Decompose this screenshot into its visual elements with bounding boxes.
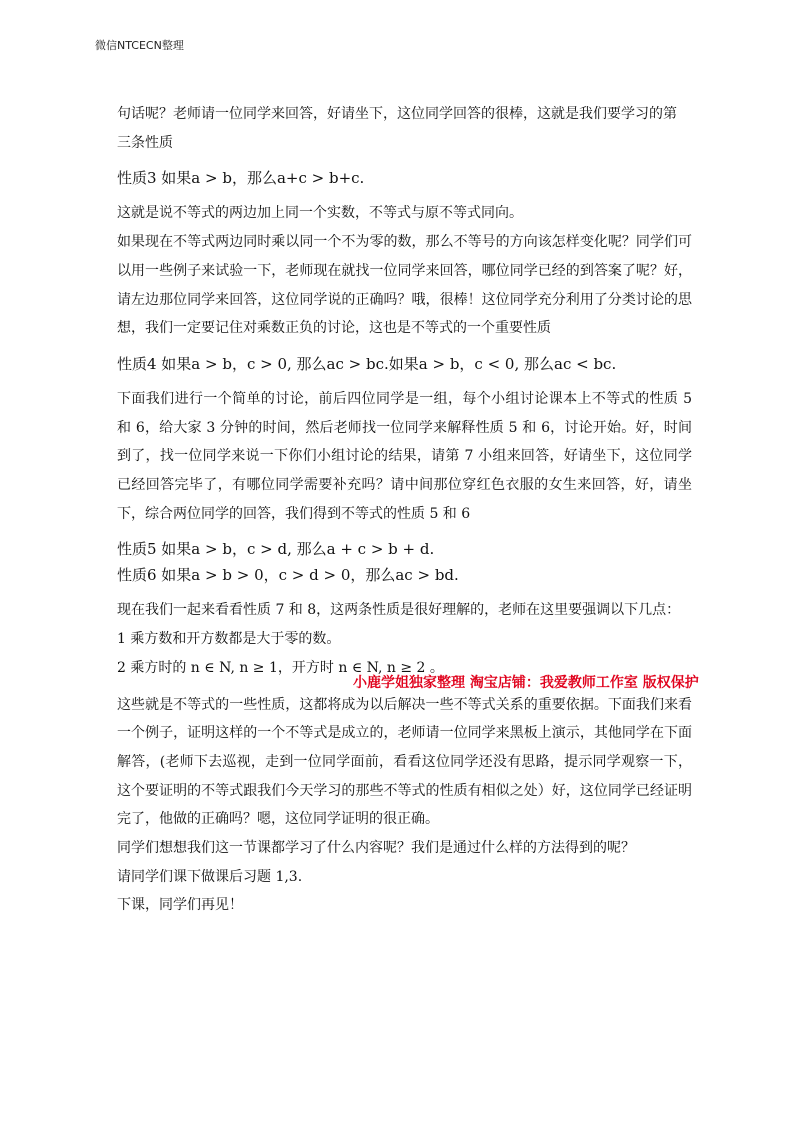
copyright-watermark: 小鹿学姐独家整理 淘宝店铺：我爱教师工作室 版权保护 bbox=[353, 675, 699, 691]
paragraph-1: 句话呢？老师请一位同学来回答，好请坐下，这位同学回答的很棒，这就是我们要学习的第 bbox=[117, 106, 677, 122]
paragraph-2: 这就是说不等式的两边加上同一个实数，不等式与原不等式同向。 bbox=[117, 205, 523, 222]
property-3: 性质3 如果a > b，那么a+c > b+c. bbox=[117, 169, 365, 188]
page-header: 微信NTCECN整理 bbox=[95, 39, 184, 52]
paragraph-5: 现在我们一起来看看性质 7 和 8，这两条性质是很好理解的，老师在这里要强调以下几点： bbox=[117, 602, 681, 619]
paragraph-10: 请同学们课下做课后习题 1,3. bbox=[117, 868, 303, 885]
paragraph-1b: 三条性质 bbox=[117, 134, 173, 151]
paragraph-7: 2 乘方时的 n ∈ N, n ≥ 1，开方时 n ∈ N, n ≥ 2 。 bbox=[117, 659, 444, 676]
paragraph-6: 1 乘方数和开方数都是大于零的数。 bbox=[117, 631, 341, 648]
property-6: 性质6 如果a > b > 0，c > d > 0，那么ac > bd. bbox=[117, 566, 459, 585]
main-content bbox=[117, 100, 692, 920]
paragraph-9: 同学们想想我们这一节课都学习了什么内容呢？我们是通过什么样的方法得到的呢？ bbox=[117, 840, 635, 857]
property-4: 性质4 如果a > b，c > 0, 那么ac > bc.如果a > b，c < 0, 那么ac < bc. bbox=[117, 354, 617, 373]
paragraph-3: 如果现在不等式两边同时乘以同一个不为零的数，那么不等号的方向该怎样变化呢？同学们可以用一些例子来试验一下，老师现在就找一位同学来回答，哪位同学已经的到答案了呢？好，请左边那位同学来回答，这位同学说的正确吗？哦，很棒！这位同学充分利用了分类讨论的思想，我们一定要记住对乘数正负的讨论，这也是不等式的一个重要性质 bbox=[117, 234, 692, 337]
paragraph-11: 下课，同学们再见！ bbox=[117, 897, 243, 914]
paragraph-4: 下面我们进行一个简单的讨论，前后四位同学是一组，每个小组讨论课本上不等式的性质 5 和 6，给大家 3 分钟的时间，然后老师找一位同学来解释性质 5 和 6，讨论开始。好，时间到了，找一位同学来说一下你们小组讨论的结果，请第 7 小组来回答，好请坐下，这位同学已经回答完毕了，有哪位同学需要补充吗？请中间那位穿红色衣服的女生来回答，好，请坐下，综合两位同学的回答，我们得到不等式的性质 5 和 6 bbox=[117, 390, 692, 522]
paragraph-8: 这些就是不等式的一些性质，这都将成为以后解决一些不等式关系的重要依据。下面我们来看一个例子，证明这样的一个不等式是成立的，老师请一位同学来黑板上演示，其他同学在下面解答，(老师下去巡视，走到一位同学面前，看看这位同学还没有思路，提示同学观察一下，这个要证明的不等式跟我们今天学习的那些不等式的性质有相似之处）好，这位同学已经证明完了，他做的正确吗？嗯，这位同学证明的很正确。 bbox=[117, 696, 692, 828]
property-5: 性质5 如果a > b，c > d, 那么a + c > b + d. bbox=[117, 540, 435, 559]
